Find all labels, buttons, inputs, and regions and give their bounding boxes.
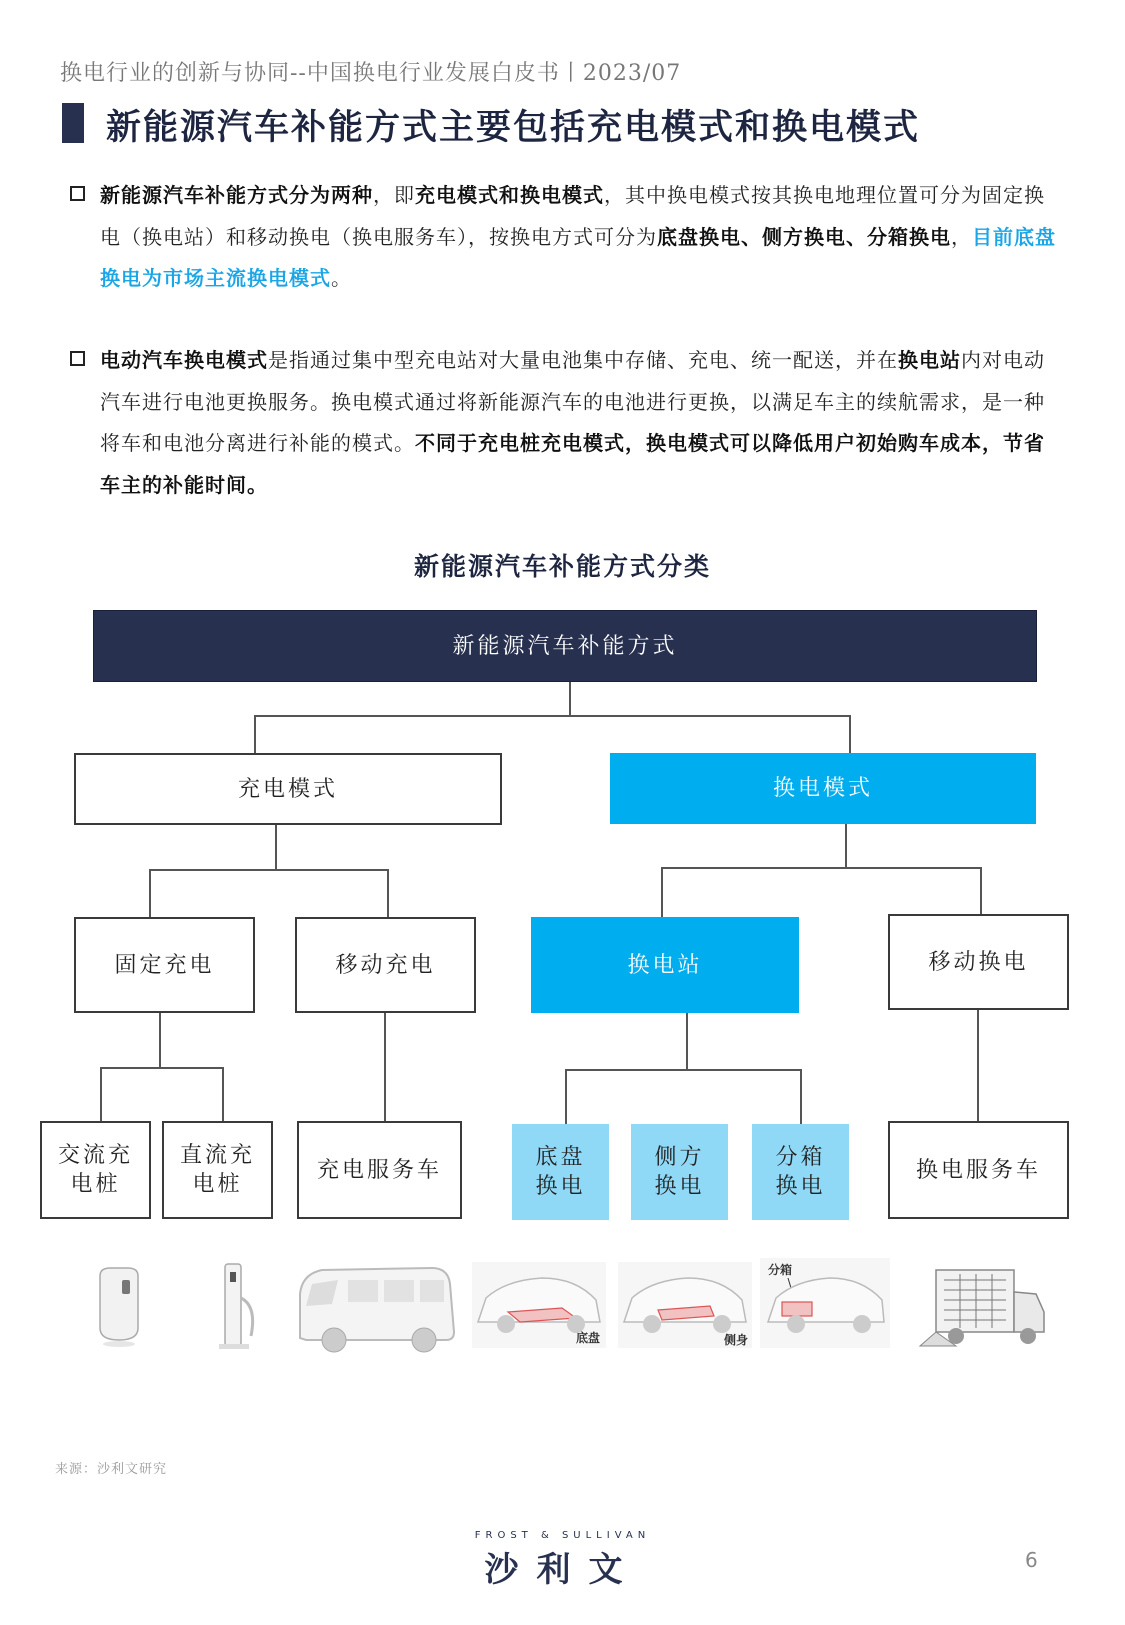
box-image-label: 分箱: [768, 1263, 793, 1277]
p1-bold-3: 底盘换电、侧方换电、分箱换电: [657, 224, 951, 249]
checkbox-bullet-icon: [70, 186, 85, 201]
p1-highlight: 目前底盘换电为市场主流换电模式: [100, 224, 1056, 290]
dc-charging-pile-image: [205, 1258, 265, 1356]
box-swap-node: 分箱换电: [752, 1124, 849, 1220]
logo-chinese: 沙利文: [484, 1550, 641, 1590]
swapping-mode-node: 换电模式: [610, 753, 1036, 824]
charging-mode-node: 充电模式: [74, 753, 502, 825]
checkbox-bullet-icon: [70, 351, 85, 366]
dc-pile-node: 直流充电桩: [162, 1121, 273, 1219]
chassis-swap-car-image: [472, 1262, 606, 1348]
chassis-image-label: 底盘: [576, 1331, 601, 1345]
swap-service-truck-image: [916, 1262, 1050, 1354]
fixed-charging-node: 固定充电: [74, 917, 255, 1013]
p1-text-1: ，即: [373, 183, 415, 207]
p2-bold-3: 不同于充电桩充电模式，换电模式可以降低用户初始购车成本，节省车主的补能时间。: [100, 431, 1045, 497]
mobile-charging-node: 移动充电: [295, 917, 476, 1013]
title-accent-bar: [62, 103, 84, 143]
document-header: 换电行业的创新与协同--中国换电行业发展白皮书丨2023/07: [60, 61, 682, 86]
p2-text-1: 是指通过集中型充电站对大量电池集中存储、充电、统一配送，并在: [268, 348, 898, 372]
swap-station-node: 换电站: [531, 917, 799, 1013]
logo-english: FROST & SULLIVAN: [474, 1530, 651, 1541]
p2-bold-1: 电动汽车换电模式: [100, 348, 268, 372]
chassis-swap-node: 底盘换电: [512, 1124, 609, 1220]
paragraph-2: [70, 340, 1060, 506]
p2-text-2: 内对电动汽车进行电池更换服务。换电模式通过将新能源汽车的电池进行更换，以满足车主的续航需求，是一种将车和电池分离进行补能的模式。: [100, 348, 1045, 455]
charge-service-car-node: 充电服务车: [297, 1121, 462, 1219]
p1-text-2: ，其中换电模式按其换电地理位置可分为固定换电（换电站）和移动换电（换电服务车），按换电方式可分为: [100, 183, 1045, 249]
paragraph-1: [70, 175, 1060, 300]
ac-charging-pile-image: [88, 1262, 150, 1350]
page-number: 6: [1025, 1548, 1038, 1572]
p1-bold-2: 充电模式和换电模式: [415, 183, 604, 207]
charge-service-van-image: [292, 1260, 460, 1360]
p1-text-3: ，: [951, 224, 972, 249]
side-image-label: 侧身: [724, 1333, 749, 1347]
ac-pile-node: 交流充电桩: [40, 1121, 151, 1219]
source-note: 来源：沙利文研究: [55, 1462, 168, 1477]
side-swap-car-image: [618, 1262, 752, 1348]
page-title: 新能源汽车补能方式主要包括充电模式和换电模式: [106, 107, 921, 148]
p2-bold-2: 换电站: [898, 348, 961, 372]
root-node: 新能源汽车补能方式: [93, 610, 1037, 682]
swap-service-car-node: 换电服务车: [888, 1121, 1069, 1219]
chart-title: 新能源汽车补能方式分类: [413, 552, 711, 581]
mobile-swap-node: 移动换电: [888, 914, 1069, 1010]
p1-bold-1: 新能源汽车补能方式分为两种: [100, 183, 373, 207]
box-swap-car-image: [760, 1258, 890, 1348]
p1-text-4: 。: [331, 266, 352, 290]
side-swap-node: 侧方换电: [631, 1124, 728, 1220]
